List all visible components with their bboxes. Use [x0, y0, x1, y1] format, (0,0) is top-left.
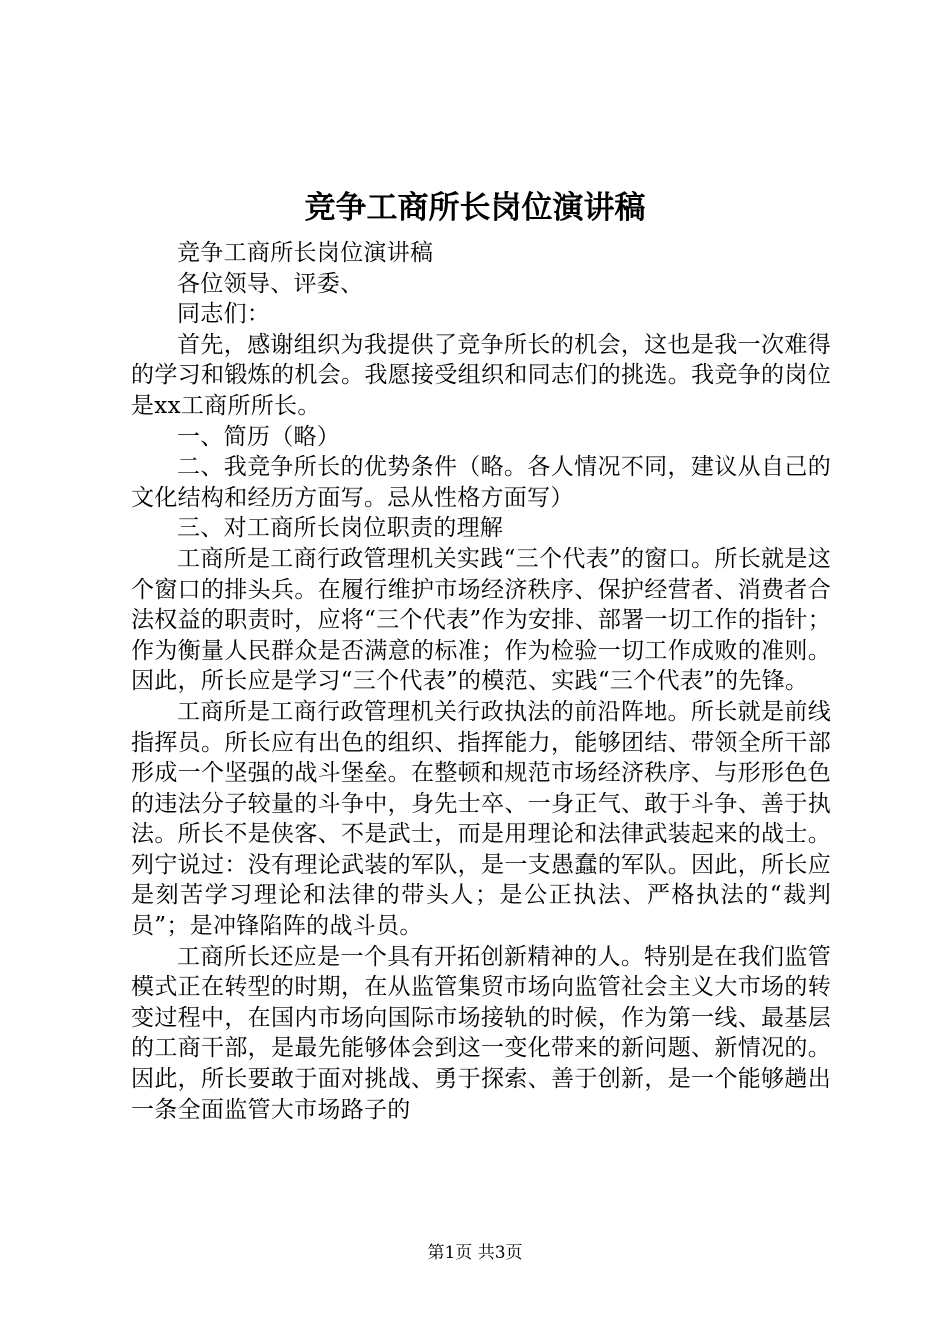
paragraph-opening: 首先，感谢组织为我提供了竞争所长的机会，这也是我一次难得的学习和锻炼的机会。我愿接受组织和同志们的挑选。我竞争的岗位是xx工商所所长。: [131, 331, 831, 419]
paragraph-section-2: 二、我竞争所长的优势条件（略。各人情况不同，建议从自己的文化结构和经历方面写。忌从性格方面写）: [131, 454, 831, 511]
paragraph-front-line: 工商所是工商行政管理机关行政执法的前沿阵地。所长就是前线指挥员。所长应有出色的组织、指挥能力，能够团结、带领全所干部形成一个坚强的战斗堡垒。在整顿和规范市场经济秩序、与形形色色的违法分子较量的斗争中，身先士卒、一身正气、敢于斗争、善于执法。所长不是侠客、不是武士，而是用理论和法律武装起来的战士。列宁说过：没有理论武装的军队，是一支愚蠢的军队。因此，所长应是刻苦学习理论和法律的带头人；是公正执法、严格执法的“裁判员”；是冲锋陷阵的战斗员。: [131, 698, 831, 940]
paragraph-window: 工商所是工商行政管理机关实践“三个代表”的窗口。所长就是这个窗口的排头兵。在履行维护市场经济秩序、保护经营者、消费者合法权益的职责时，应将“三个代表”作为安排、部署一切工作的指针；作为衡量人民群众是否满意的标准；作为检验一切工作成败的准则。因此，所长应是学习“三个代表”的模范、实践“三个代表”的先锋。: [131, 545, 831, 695]
paragraph-innovation: 工商所长还应是一个具有开拓创新精神的人。特别是在我们监管模式正在转型的时期，在从监管集贸市场向监管社会主义大市场的转变过程中，在国内市场向国际市场接轨的时候，作为第一线、最基层的工商干部，是最先能够体会到这一变化带来的新问题、新情况的。因此，所长要敢于面对挑战、勇于探索、善于创新，是一个能够趟出一条全面监管大市场路子的: [131, 943, 831, 1123]
page-footer: 第1页 共3页: [427, 1243, 523, 1263]
document-body: [131, 238, 831, 1125]
paragraph-heading-repeat: 竞争工商所长岗位演讲稿: [177, 240, 434, 266]
paragraph-section-3: 三、对工商所长岗位职责的理解: [177, 515, 504, 542]
paragraph-salutation-2: 同志们：: [177, 301, 271, 328]
paragraph-section-1: 一、简历（略）: [177, 423, 341, 450]
paragraph-salutation-1: 各位领导、评委、: [177, 270, 364, 297]
document-title: 竞争工商所长岗位演讲稿: [304, 190, 646, 226]
